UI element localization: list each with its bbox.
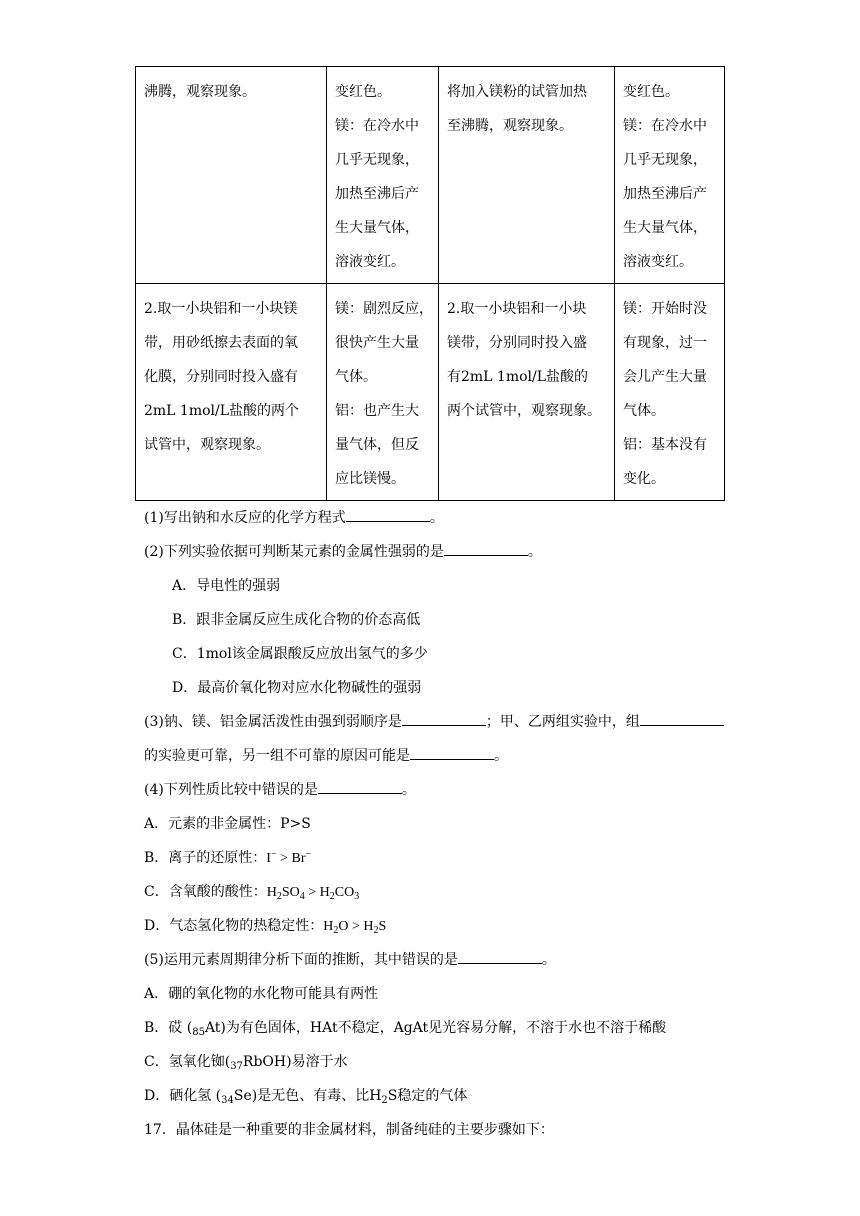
punct: 。 xyxy=(494,748,508,764)
cell-line: 会儿产生大量 xyxy=(623,369,707,385)
question-text: 的实验更可靠，另一组不可靠的原因可能是 xyxy=(144,748,410,764)
option-text: At)为有色固体，HAt不稳定，AgAt见光容易分解，不溶于水也不溶于稀酸 xyxy=(204,1020,667,1036)
table-cell xyxy=(136,67,327,284)
punct: 。 xyxy=(527,544,542,560)
cell-line: 变红色。 xyxy=(623,84,679,100)
answer-blank[interactable] xyxy=(458,949,542,964)
cell-line: 镁带，分别同时投入盛 xyxy=(447,335,587,351)
cell-line: 试管中，观察现象。 xyxy=(144,437,270,453)
table-cell xyxy=(615,67,725,284)
question-4 xyxy=(144,779,416,799)
cell-line: 镁：开始时没 xyxy=(623,301,707,317)
formula-part: I xyxy=(266,851,271,866)
cell-line: 铝：基本没有 xyxy=(623,437,707,453)
formula-sub: 3 xyxy=(354,891,360,902)
atomic-number: 85 xyxy=(192,1027,205,1038)
cell-line: 两个试管中，观察现象。 xyxy=(447,403,601,419)
question-text: (2)下列实验依据可判断某元素的金属性强弱的是 xyxy=(144,544,444,560)
formula-sub: 2 xyxy=(333,925,339,936)
question-5 xyxy=(144,949,556,969)
cell-line: 带，用砂纸擦去表面的氧 xyxy=(144,335,298,351)
formula-part: O > H xyxy=(338,919,374,934)
punct: 。 xyxy=(401,782,416,798)
formula-part: > H xyxy=(304,885,330,900)
cell-line: 很快产生大量 xyxy=(335,335,419,351)
cell-line: 溶液变红。 xyxy=(623,254,693,270)
cell-line: 2.取一小块铝和一小块 xyxy=(447,301,587,317)
table-row xyxy=(136,284,725,501)
cell-line: 镁：剧烈反应， xyxy=(335,301,433,317)
option-b xyxy=(144,1017,666,1038)
answer-blank[interactable] xyxy=(410,745,494,760)
formula-sub: 2 xyxy=(381,1095,388,1106)
formula-sub: 4 xyxy=(299,891,305,902)
formula-sub: 2 xyxy=(373,925,379,936)
formula xyxy=(323,919,386,934)
cell-line: 有现象，过一 xyxy=(623,335,707,351)
answer-blank[interactable] xyxy=(318,779,402,794)
option-c: C．1mol该金属跟酸反应放出氢气的多少 xyxy=(172,646,428,662)
cell-line: 有2mL 1mol/L盐酸的 xyxy=(447,369,589,385)
question-2 xyxy=(144,541,542,561)
formula-sub: 2 xyxy=(329,891,335,902)
cell-line: 溶液变红。 xyxy=(335,254,405,270)
answer-blank[interactable] xyxy=(402,711,486,726)
formula-sub: 2 xyxy=(276,891,282,902)
question-text: ；甲、乙两组实验中，组 xyxy=(485,714,640,730)
formula xyxy=(267,885,360,900)
option-text: S稳定的气体 xyxy=(387,1088,468,1104)
cell-line: 至沸腾，观察现象。 xyxy=(447,118,573,134)
cell-line: 生大量气体， xyxy=(335,220,419,236)
option-a: A．元素的非金属性：P>S xyxy=(144,816,311,832)
table-row xyxy=(136,67,725,284)
cell-line: 加热至沸后产 xyxy=(335,186,419,202)
table-cell xyxy=(439,284,615,501)
option-a: A．硼的氧化物的水化物可能具有两性 xyxy=(144,986,379,1002)
formula xyxy=(266,851,311,866)
formula-part: H xyxy=(323,919,334,934)
option-d xyxy=(144,1085,467,1106)
cell-line: 加热至沸后产 xyxy=(623,186,707,202)
option-text: Se)是无色、有毒、比H xyxy=(233,1088,382,1104)
option-label: D．气态氢化物的热稳定性： xyxy=(144,918,324,934)
question-1 xyxy=(144,507,444,527)
cell-line: 气体。 xyxy=(623,403,665,419)
atomic-number: 37 xyxy=(230,1061,243,1072)
cell-line: 几乎无现象， xyxy=(623,152,707,168)
option-text: RbOH)易溶于水 xyxy=(242,1054,348,1070)
cell-line: 变红色。 xyxy=(335,84,391,100)
cell-line: 量气体，但反 xyxy=(335,437,419,453)
punct: 。 xyxy=(541,952,556,968)
formula-part: > Br xyxy=(276,851,306,866)
option-b xyxy=(144,847,311,867)
answer-blank[interactable] xyxy=(444,541,528,556)
question-3-cont xyxy=(144,745,508,765)
cell-line: 镁：在冷水中 xyxy=(335,118,419,134)
option-text: B．砹 ( xyxy=(144,1020,193,1036)
question-text: (3)钠、镁、铝金属活泼性由强到弱顺序是 xyxy=(144,714,402,730)
option-a: A．导电性的强弱 xyxy=(172,578,281,594)
option-label: C．含氧酸的酸性： xyxy=(144,884,267,900)
option-d: D．最高价氧化物对应水化物碱性的强弱 xyxy=(172,680,422,696)
answer-blank[interactable] xyxy=(640,711,724,726)
formula-part: SO xyxy=(281,885,300,900)
experiment-table xyxy=(135,66,725,501)
option-c xyxy=(144,881,359,902)
formula-part: H xyxy=(266,885,277,900)
cell-line: 2mL 1mol/L盐酸的两个 xyxy=(144,403,300,419)
option-d xyxy=(144,915,386,936)
option-text: D．硒化氢 ( xyxy=(144,1088,222,1104)
table-cell xyxy=(327,67,439,284)
cell-line: 镁：在冷水中 xyxy=(623,118,707,134)
table-cell xyxy=(439,67,615,284)
cell-line: 生大量气体， xyxy=(623,220,707,236)
question-text: (4)下列性质比较中错误的是 xyxy=(144,782,318,798)
option-label: B．离子的还原性： xyxy=(144,850,267,866)
option-text: C．氢氧化铷( xyxy=(144,1054,231,1070)
formula-sup: − xyxy=(305,849,312,860)
option-b: B．跟非金属反应生成化合物的价态高低 xyxy=(172,612,421,628)
table-cell xyxy=(327,284,439,501)
cell-line: 几乎无现象， xyxy=(335,152,419,168)
question-text: (5)运用元素周期律分析下面的推断，其中错误的是 xyxy=(144,952,458,968)
formula-part: CO xyxy=(334,885,355,900)
cell-line: 应比镁慢。 xyxy=(335,471,405,487)
question-3 xyxy=(144,711,724,731)
formula-part: S xyxy=(378,919,387,934)
table-cell xyxy=(136,284,327,501)
question-text: (1)写出钠和水反应的化学方程式 xyxy=(144,510,346,526)
option-c xyxy=(144,1051,348,1072)
cell-line: 变化。 xyxy=(623,471,665,487)
formula-sup: − xyxy=(270,849,277,860)
atomic-number: 34 xyxy=(221,1095,234,1106)
question-17: 17．晶体硅是一种重要的非金属材料，制备纯硅的主要步骤如下： xyxy=(144,1122,554,1138)
cell-line: 将加入镁粉的试管加热 xyxy=(447,84,587,100)
punct: 。 xyxy=(429,510,444,526)
cell-line: 气体。 xyxy=(335,369,377,385)
cell-line: 化膜，分别同时投入盛有 xyxy=(144,369,298,385)
cell-line: 铝：也产生大 xyxy=(335,403,419,419)
cell-line: 2.取一小块铝和一小块镁 xyxy=(144,301,298,317)
table-cell xyxy=(615,284,725,501)
cell-line: 沸腾，观察现象。 xyxy=(144,84,256,100)
answer-blank[interactable] xyxy=(346,507,430,522)
